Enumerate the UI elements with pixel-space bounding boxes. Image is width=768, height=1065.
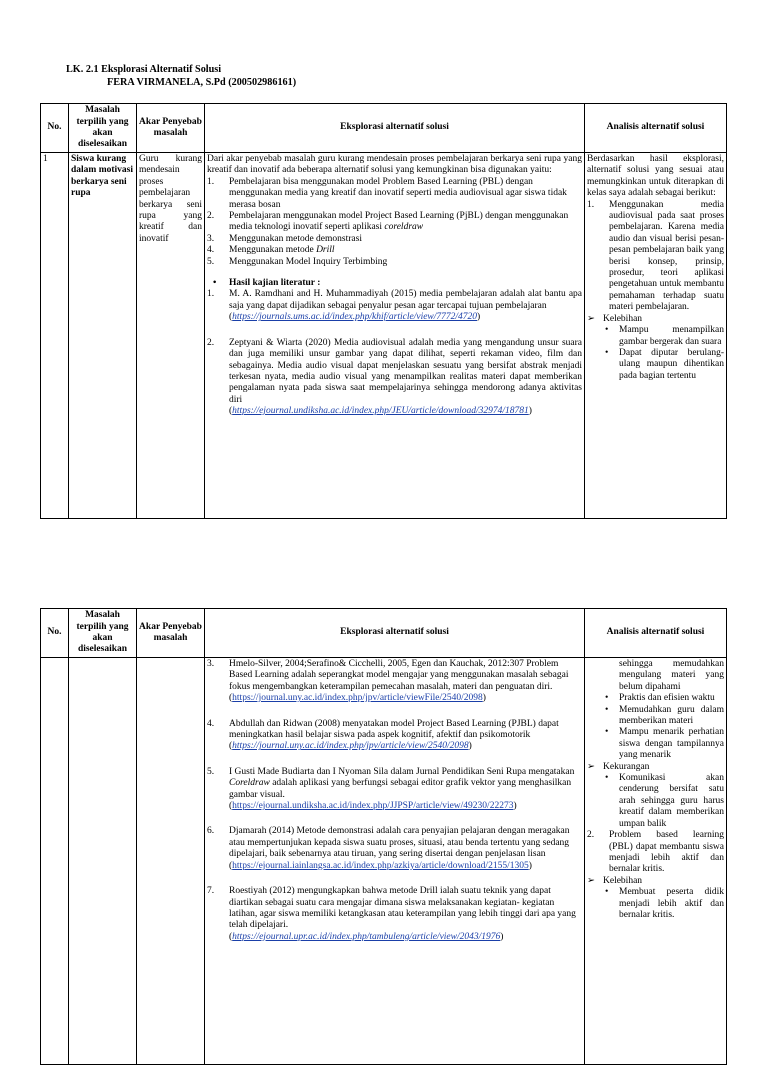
literature-link[interactable]: https://journal.uny.ac.id/index.php/jpv/article/view/2540/2098 — [232, 741, 469, 752]
cell-masalah: Siswa kurang dalam motivasi berkarya seni rupa — [69, 153, 137, 519]
list-item — [207, 257, 582, 268]
literature-item: 4. Abdullah dan Ridwan (2008) menyatakan model Project Based Learning (PJBL) dapat meningkatkan hasil belajar siswa pada aspek kognitif, afektif dan psikomotorik (https://journal.uny.ac.id/index.php/jpv/article/view/2540/2098) — [207, 718, 559, 752]
header-eksplorasi: Eksplorasi alternatif solusi — [205, 104, 585, 153]
arrow-icon: ➢ — [587, 761, 595, 772]
literature-item: 5. I Gusti Made Budiarta dan I Nyoman Sila dalam Jurnal Pendidikan Seni Rupa mengatakan Coreldraw adalah aplikasi yang berfungsi sebagai editor grafik vektor yang menghasilkan gambar visual. (https://ejournal.undiksha.ac.id/index.php/JJPSP/article/view/49230/22273) — [207, 766, 575, 812]
list-item — [587, 773, 724, 830]
kelebihan-list — [587, 693, 724, 761]
list-number: 1. — [207, 176, 215, 187]
list-item — [587, 325, 724, 348]
list-number: 3. — [207, 659, 215, 669]
list-number: 2. — [207, 211, 215, 222]
continuation-text: sehingga memudahkan mengulang materi yang belum dipahami — [619, 659, 724, 692]
bullet-icon: • — [605, 347, 609, 358]
cell-eksplorasi — [205, 658, 585, 1065]
kajian-heading-list — [207, 278, 582, 289]
document-header — [66, 64, 296, 89]
list-number: 4. — [207, 245, 215, 256]
header-no: No. — [41, 609, 69, 658]
cell-eksplorasi — [205, 153, 585, 519]
literature-link[interactable]: https://journal.uny.ac.id/index.php/jpv/article/viewFile/2540/2098 — [232, 693, 483, 704]
header-masalah: Masalah terpilih yang akan diselesaikan — [69, 104, 137, 153]
spacer — [207, 753, 582, 767]
kelebihan-heading — [587, 876, 724, 887]
list-number: 3. — [207, 233, 215, 244]
header-eksplorasi: Eksplorasi alternatif solusi — [205, 609, 585, 658]
kekurangan-label: Kekurangan — [603, 761, 650, 772]
table-row — [41, 658, 727, 1065]
author-name: FERA VIRMANELA, S.Pd (200502986161) — [107, 76, 297, 88]
literature-text: Abdullah dan Ridwan (2008) menyatakan model Project Based Learning (PJBL) dapat meningkatkan hasil belajar siswa pada aspek kognitif, afektif dan psikomotorik — [229, 718, 559, 741]
cell-analisis — [585, 153, 727, 519]
header-analisis: Analisis alternatif solusi — [585, 104, 727, 153]
bullet-icon: • — [605, 727, 609, 738]
literature-list — [207, 659, 582, 943]
document-title: LK. 2.1 Eksplorasi Alternatif Solusi — [66, 64, 222, 75]
list-number: 5. — [207, 766, 215, 777]
list-text: Menggunakan media audiovisual pada saat proses pembelajaran. Karena media audio dan visual berisi pesan-pesan pembelajaran baik yang berisi konsep, prinsip, prosedur, teori aplikasi pengetahuan untuk membantu pemahaman terhadap suatu materi pembelajaran. — [609, 199, 724, 313]
analisis-list — [587, 830, 724, 876]
cell-akar — [137, 658, 205, 1065]
spacer — [207, 268, 582, 278]
list-text: Mampu menarik perhatian siswa dengan tampilannya yang menarik — [619, 727, 724, 761]
list-item — [587, 693, 724, 704]
bullet-icon: • — [213, 278, 217, 289]
list-text: Menggunakan metode — [229, 245, 314, 256]
literature-link[interactable]: https://ejournal.undiksha.ac.id/index.php/JJPSP/article/view/49230/22273 — [232, 801, 514, 812]
kelebihan-label: Kelebihan — [603, 875, 643, 886]
literature-link[interactable]: https://journals.ums.ac.id/index.php/khif/article/view/7772/4720 — [232, 312, 478, 323]
header-no: No. — [41, 104, 69, 153]
literature-item: 1. M. A. Ramdhani and H. Muhammadiyah (2015) media pembelajaran adalah alat bantu apa saja yang dapat dijadikan sebagai penyalur pesan agar tercapai tujuan pembelajaran (https://journals.ums.ac.id/index.php/khif/article/view/7772/4720) — [207, 289, 582, 323]
list-number: 5. — [207, 256, 215, 267]
kajian-title: Hasil kajian literatur : — [229, 278, 321, 289]
list-item — [207, 177, 582, 211]
list-number: 4. — [207, 718, 215, 729]
list-text: Komunikasi akan cenderung bersifat satu arah sehingga guru harus kreatif dalam memberikan umpan balik — [619, 773, 724, 829]
literature-text: Hmelo-Silver, 2004;Serafino& Cicchelli, 2005, Egen dan Kauchak, 2012:307 Problem Based Learning adalah seperangkat model mengajar yang menggunakan masalah sebagai fokus mengembangkan keterampilan pemecahan masalah, materi dan penguatan diri. — [229, 659, 569, 692]
literature-list — [207, 289, 582, 417]
list-item — [587, 830, 724, 876]
bullet-icon: • — [605, 773, 609, 784]
solution-table-page-2 — [40, 608, 727, 1065]
list-number: 6. — [207, 826, 215, 837]
cell-no: 1 — [41, 153, 69, 519]
kelebihan-heading — [587, 314, 724, 325]
literature-link[interactable]: https://ejournal.undiksha.ac.id/index.php/JEU/article/download/32974/18781 — [232, 406, 529, 417]
analisis-intro: Berdasarkan hasil eksplorasi, alternatif solusi yang sesuai atau memungkinkan untuk diterapkan di kelas saya adalah sebagai berikut: — [587, 154, 724, 199]
list-text: Memudahkan guru dalam memberikan materi — [619, 704, 724, 727]
literature-text: Roestiyah (2012) mengungkapkan bahwa metode Drill ialah suatu teknik yang dapat diartikan sebagai suatu cara mengajar dimana siswa melaksanakan kegiatan- kegiatan latihan, agar siswa memiliki ketangkasan atau keterampilan yang lebih tinggi dari apa yang telah dipelajari. — [229, 886, 576, 931]
solution-table-page-1 — [40, 103, 727, 519]
list-number: 7. — [207, 886, 215, 897]
header-analisis: Analisis alternatif solusi — [585, 609, 727, 658]
bullet-icon: • — [605, 704, 609, 715]
cell-no — [41, 658, 69, 1065]
kekurangan-heading — [587, 762, 724, 773]
table-header-row — [41, 609, 727, 658]
list-number: 1. — [207, 289, 215, 300]
literature-link[interactable]: https://ejournal.upr.ac.id/index.php/tambuleng/article/view/2043/1976 — [232, 931, 501, 942]
list-item — [587, 705, 724, 728]
kelebihan-list — [587, 887, 724, 921]
literature-text: I Gusti Made Budiarta dan I Nyoman Sila dalam Jurnal Pendidikan Seni Rupa mengatakan — [229, 766, 575, 777]
header-akar: Akar Penyebab masalah — [137, 609, 205, 658]
list-text: Menggunakan metode demonstrasi — [229, 233, 362, 244]
kelebihan-list — [587, 325, 724, 382]
kajian-heading — [207, 278, 582, 289]
header-masalah: Masalah terpilih yang akan diselesaikan — [69, 609, 137, 658]
cell-akar: Guru kurang mendesain proses pembelajaran berkarya seni rupa yang kreatif dan inovatif — [137, 153, 205, 519]
cell-analisis — [585, 658, 727, 1065]
list-text: Dapat diputar berulang-ulang maupun dihentikan pada bagian tertentu — [619, 347, 724, 381]
solution-list — [207, 177, 582, 268]
arrow-icon: ➢ — [587, 875, 595, 886]
literature-emphasis: Coreldraw — [229, 778, 270, 789]
list-text: Mampu menampilkan gambar bergerak dan suara — [619, 325, 724, 347]
list-text: Pembelajaran menggunakan model Project Based Learning (PjBL) dengan menggunakan media teknologi inovatif seperti aplikasi — [229, 211, 569, 233]
list-item — [587, 887, 724, 921]
literature-item: 6. Djamarah (2014) Metode demonstrasi adalah cara penyajian pelajaran dengan meragakan atau mempertunjukan kepada siswa suatu proses, situasi, atau benda tertentu yang sedang dipelajari, baik sebenarnya atau tiruan, yang sering disertai dengan penjelasan lisan (https://ejournal.iainlangsa.ac.id/index.php/azkiya/article/download/2155/1305) — [207, 826, 570, 871]
list-text: Praktis dan efisien waktu — [619, 693, 715, 704]
list-text: Pembelajaran bisa menggunakan model Problem Based Learning (PBL) dengan menggunakan media yang kreatif dan inovatif seperti media audiovisual agar siswa tidak merasa bosan — [229, 176, 567, 210]
arrow-icon: ➢ — [587, 313, 595, 324]
kelebihan-label: Kelebihan — [603, 313, 643, 324]
bullet-icon: • — [605, 887, 609, 898]
list-number: 2. — [207, 337, 215, 348]
list-number: 1. — [587, 199, 595, 210]
literature-link[interactable]: https://ejournal.iainlangsa.ac.id/index.php/azkiya/article/download/2155/1305 — [232, 860, 529, 871]
bullet-icon: • — [605, 325, 609, 336]
literature-item: 7. Roestiyah (2012) mengungkapkan bahwa metode Drill ialah suatu teknik yang dapat diartikan sebagai suatu cara mengajar dimana siswa melaksanakan kegiatan- kegiatan latihan, agar siswa memiliki ketangkasan atau keterampilan yang lebih tinggi dari apa yang telah dipelajari. (https://ejournal.upr.ac.id/index.php/tambuleng/article/view/2043/1976) — [207, 886, 576, 942]
list-item — [207, 211, 582, 234]
eksplorasi-intro: Dari akar penyebab masalah guru kurang mendesain proses pembelajaran berkarya seni rupa yang kreatif dan inovatif ada beberapa alternatif solusi yang kemungkinan bisa digunakan yaitu: — [207, 154, 582, 176]
literature-text: M. A. Ramdhani and H. Muhammadiyah (2015) media pembelajaran adalah alat bantu apa saja yang dapat dijadikan sebagai penyalur pesan agar tercapai tujuan pembelajaran — [229, 289, 582, 311]
list-item — [587, 200, 724, 314]
list-item — [587, 727, 724, 761]
list-text: Problem based learning (PBL) dapat membantu siswa menjadi lebih aktif dan bernalar kritis. — [609, 830, 724, 875]
header-akar: Akar Penyebab masalah — [137, 104, 205, 153]
table-header-row — [41, 104, 727, 153]
literature-text: Zeptyani & Wiarta (2020) Media audiovisual adalah media yang mengandung unsur suara dan juga memiliki unsur gambar yang dapat dilihat, seperti rekaman video, film dan sebagainya. Media audio visual dapat menjelaskan sesuatu yang bersifat abstrak menjadi terkesan nyata, media audio visual yang menampilkan realitas materi dapat memberikan pengalaman nyata pada siswa saat mempelajarinya sehingga mendorong adanya aktivitas diri — [229, 337, 582, 405]
table-row — [41, 153, 727, 519]
literature-text: Djamarah (2014) Metode demonstrasi adalah cara penyajian pelajaran dengan meragakan atau mempertunjukan kepada siswa suatu proses, situasi, atau benda tertentu yang sedang dipelajari, baik sebenarnya atau tiruan, yang sering disertai dengan penjelasan lisan — [229, 826, 570, 860]
list-number: 2. — [587, 830, 595, 841]
spacer — [207, 705, 582, 719]
literature-text: adalah aplikasi yang berfungsi sebagai editor grafik vektor yang menghasilkan gambar visual. — [229, 778, 572, 800]
list-item — [207, 245, 582, 256]
literature-item: 2. Zeptyani & Wiarta (2020) Media audiovisual adalah media yang mengandung unsur suara dan juga memiliki unsur gambar yang dapat dilihat, seperti rekaman video, film dan sebagainya. Media audio visual dapat menjelaskan sesuatu yang bersifat abstrak menjadi terkesan nyata, media audio visual yang menampilkan realitas materi dapat memberikan pengalaman nyata pada siswa saat mempelajarinya sehingga mendorong adanya aktivitas diri (https://ejournal.undiksha.ac.id/index.php/JEU/article/download/32974/18781) — [207, 337, 582, 417]
list-emphasis: coreldraw — [384, 222, 424, 233]
spacer — [207, 872, 582, 886]
list-item — [587, 348, 724, 382]
literature-item: 3. Hmelo-Silver, 2004;Serafino& Cicchelli, 2005, Egen dan Kauchak, 2012:307 Problem Based Learning adalah seperangkat model mengajar yang menggunakan masalah sebagai fokus mengembangkan keterampilan pemecahan masalah, materi dan penguatan diri. (https://journal.uny.ac.id/index.php/jpv/article/viewFile/2540/2098) — [207, 659, 569, 704]
spacer — [207, 812, 582, 826]
list-text: Membuat peserta didik menjadi lebih aktif dan bernalar kritis. — [619, 887, 724, 920]
kekurangan-list — [587, 773, 724, 830]
spacer — [207, 324, 582, 338]
analisis-list — [587, 200, 724, 314]
cell-masalah — [69, 658, 137, 1065]
list-emphasis: Drill — [316, 245, 335, 256]
bullet-icon: • — [605, 693, 609, 704]
list-item — [207, 234, 582, 245]
list-text: Menggunakan Model Inquiry Terbimbing — [229, 256, 388, 267]
